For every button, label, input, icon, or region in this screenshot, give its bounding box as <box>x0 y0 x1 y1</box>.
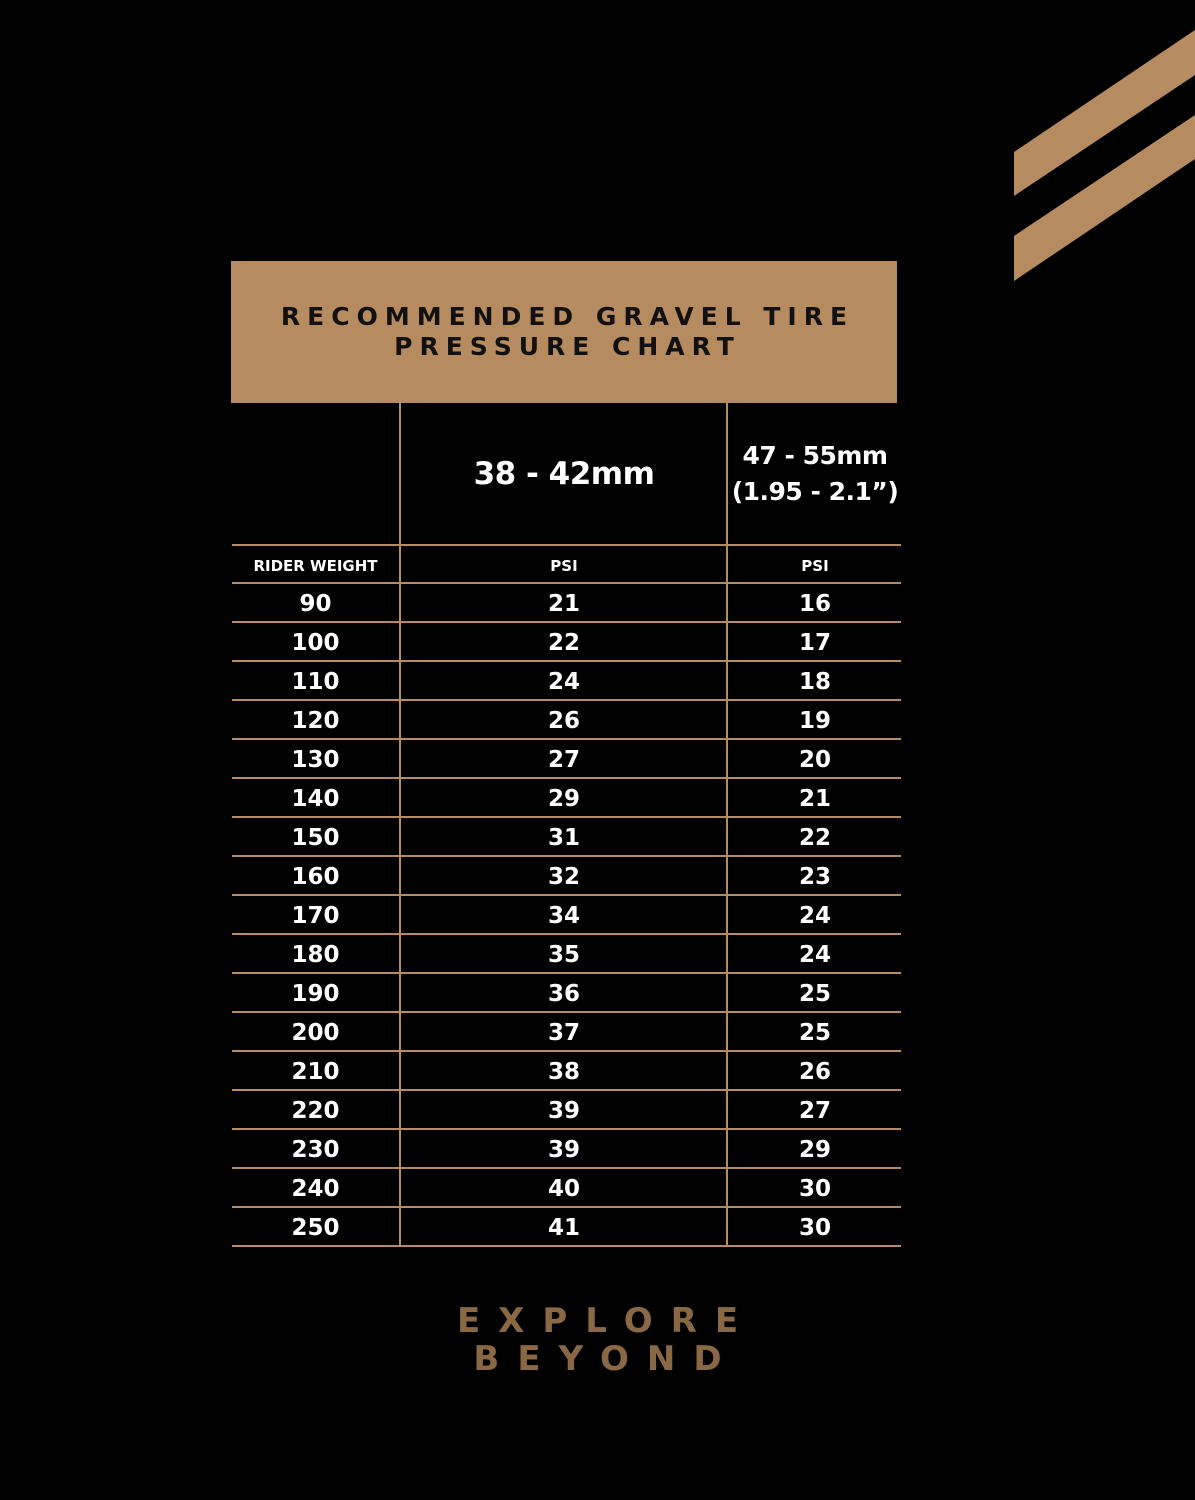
psi-38-42mm-cell: 31 <box>547 824 580 851</box>
psi-47-55mm-cell: 17 <box>798 629 831 656</box>
psi-47-55mm-cell: 27 <box>798 1097 831 1124</box>
psi-38-42mm-cell: 24 <box>547 668 580 695</box>
table-row <box>232 974 901 1013</box>
rider-weight-label: RIDER WEIGHT <box>253 556 378 575</box>
rider-weight-cell: 130 <box>291 746 340 773</box>
psi-47-55mm-cell: 18 <box>798 668 831 695</box>
psi-47-55mm-cell: 30 <box>798 1175 831 1202</box>
subheader-row <box>232 546 901 585</box>
rider-weight-cell: 180 <box>291 941 340 968</box>
footer-line-1: EXPLORE <box>456 1301 757 1341</box>
rider-weight-cell: 210 <box>291 1058 340 1085</box>
psi-47-55mm-cell: 20 <box>798 746 831 773</box>
psi-38-42mm-cell: 29 <box>547 785 580 812</box>
rider-weight-cell: 200 <box>291 1019 340 1046</box>
psi-38-42mm-cell: 37 <box>547 1019 580 1046</box>
psi-38-42mm-cell: 41 <box>547 1214 580 1241</box>
rider-weight-cell: 220 <box>291 1097 340 1124</box>
psi-38-42mm-cell: 40 <box>547 1175 580 1202</box>
psi-47-55mm-cell: 24 <box>798 941 831 968</box>
rider-weight-cell: 90 <box>299 590 332 617</box>
footer-line-2: BEYOND <box>473 1339 740 1379</box>
column-header-38-42mm <box>401 403 727 545</box>
decorative-stripes <box>0 0 1195 300</box>
column-header-38-42mm-label: 38 - 42mm <box>473 456 655 492</box>
psi-label-col1: PSI <box>550 556 578 575</box>
rider-weight-cell: 170 <box>291 902 340 929</box>
rider-weight-cell: 100 <box>291 629 340 656</box>
psi-38-42mm-cell: 32 <box>547 863 580 890</box>
psi-38-42mm-cell: 38 <box>547 1058 580 1085</box>
psi-38-42mm-cell: 34 <box>547 902 580 929</box>
rider-weight-cell: 240 <box>291 1175 340 1202</box>
table-row <box>232 701 901 740</box>
table-row <box>232 896 901 935</box>
table-row <box>232 584 901 623</box>
psi-47-55mm-cell: 22 <box>798 824 831 851</box>
table-row <box>232 623 901 662</box>
psi-47-55mm-cell: 19 <box>798 707 831 734</box>
psi-47-55mm-cell: 29 <box>798 1136 831 1163</box>
psi-47-55mm-cell: 16 <box>798 590 831 617</box>
rider-weight-cell: 150 <box>291 824 340 851</box>
psi-38-42mm-cell: 26 <box>547 707 580 734</box>
chart-title-line-2: PRESSURE CHART <box>394 332 741 361</box>
table-row <box>232 935 901 974</box>
table-row <box>232 1130 901 1169</box>
table-row <box>232 818 901 857</box>
table-row <box>232 1052 901 1091</box>
column-header-47-55mm-label-line-1: 47 - 55mm <box>742 441 888 470</box>
rider-weight-cell: 160 <box>291 863 340 890</box>
psi-label-col2: PSI <box>801 556 829 575</box>
psi-38-42mm-cell: 36 <box>547 980 580 1007</box>
psi-38-42mm-cell: 22 <box>547 629 580 656</box>
table-row <box>232 779 901 818</box>
psi-38-42mm-cell: 35 <box>547 941 580 968</box>
psi-47-55mm-cell: 21 <box>798 785 831 812</box>
rider-weight-cell: 140 <box>291 785 340 812</box>
rider-weight-cell: 250 <box>291 1214 340 1241</box>
psi-47-55mm-cell: 25 <box>798 980 831 1007</box>
table-row <box>232 857 901 896</box>
footer-tagline <box>0 1302 1195 1378</box>
psi-38-42mm-cell: 27 <box>547 746 580 773</box>
table-row <box>232 1013 901 1052</box>
table-row <box>232 1169 901 1208</box>
column-header-47-55mm <box>729 403 901 545</box>
psi-47-55mm-cell: 25 <box>798 1019 831 1046</box>
rider-weight-cell: 110 <box>291 668 340 695</box>
psi-47-55mm-cell: 23 <box>798 863 831 890</box>
table-row <box>232 1091 901 1130</box>
chart-title-line-1: RECOMMENDED GRAVEL TIRE <box>280 302 855 331</box>
table-header-row <box>232 403 901 545</box>
row-divider <box>232 1245 901 1247</box>
psi-38-42mm-cell: 21 <box>547 590 580 617</box>
chart-title-box <box>231 261 897 403</box>
table-row <box>232 662 901 701</box>
psi-47-55mm-cell: 24 <box>798 902 831 929</box>
psi-47-55mm-cell: 26 <box>798 1058 831 1085</box>
column-header-47-55mm-label-line-2: (1.95 - 2.1”) <box>731 477 899 506</box>
rider-weight-cell: 120 <box>291 707 340 734</box>
table-row <box>232 1208 901 1247</box>
psi-47-55mm-cell: 30 <box>798 1214 831 1241</box>
psi-38-42mm-cell: 39 <box>547 1136 580 1163</box>
rider-weight-cell: 190 <box>291 980 340 1007</box>
psi-38-42mm-cell: 39 <box>547 1097 580 1124</box>
table-row <box>232 740 901 779</box>
rider-weight-cell: 230 <box>291 1136 340 1163</box>
